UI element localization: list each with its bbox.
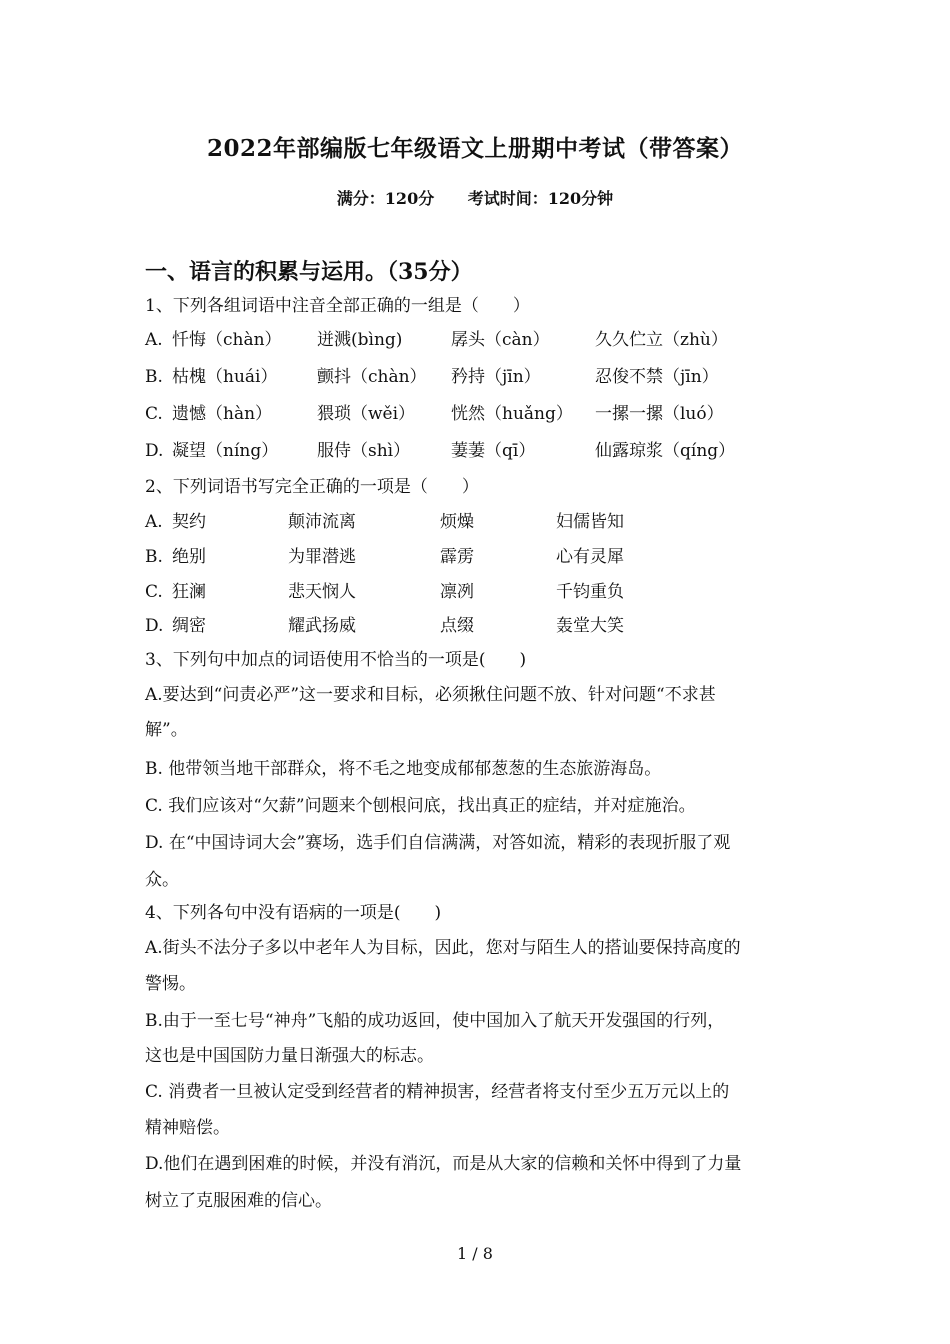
- option-term: 点缀: [440, 616, 474, 636]
- full-score: 满分：120分: [336, 189, 435, 208]
- option-term: 绝别: [172, 547, 206, 567]
- option-term: 心有灵犀: [556, 547, 624, 567]
- option-letter: C.: [145, 404, 163, 424]
- option-term: 千钧重负: [556, 582, 624, 602]
- option-term: 服侍（shì）: [317, 441, 411, 461]
- q4-option-b: B.由于一至七号“神舟”飞船的成功返回，使中国加入了航天开发强国的行列，: [145, 1011, 725, 1031]
- page-title: 2022年部编版七年级语文上册期中考试（带答案）: [206, 135, 743, 162]
- option-term: 契约: [172, 512, 206, 532]
- option-term: 猥琐（wěi）: [317, 404, 416, 424]
- option-letter: D.: [145, 616, 164, 636]
- option-term: 轰堂大笑: [556, 616, 624, 636]
- option-term: 久久伫立（zhù）: [595, 330, 728, 350]
- option-term: 霹雳: [440, 547, 474, 567]
- q4-option-a-cont: 警惕。: [145, 974, 196, 994]
- option-term: 恍然（huǎng）: [451, 404, 573, 424]
- q4-option-a: A.街头不法分子多以中老年人为目标，因此，您对与陌生人的搭讪要保持高度的: [145, 938, 741, 958]
- option-term: 绸密: [172, 616, 206, 636]
- q3-option-a-cont: 解”。: [145, 720, 188, 740]
- option-term: 烦燥: [440, 512, 474, 532]
- option-term: 萋萋（qī）: [451, 441, 536, 461]
- q3-option-a: A.要达到“问责必严”这一要求和目标，必须揪住问题不放、针对问题“不求甚: [145, 685, 716, 705]
- option-term: 孱头（càn）: [451, 330, 550, 350]
- option-term: 悲天悯人: [288, 582, 356, 602]
- option-term: 妇儒皆知: [556, 512, 624, 532]
- q2-stem: 2、下列词语书写完全正确的一项是（ ）: [145, 477, 479, 497]
- option-term: 颤抖（chàn）: [317, 367, 427, 387]
- section-heading: 一、语言的积累与运用。（35分）: [145, 259, 473, 285]
- q3-option-d-cont: 众。: [145, 870, 179, 890]
- q4-option-d-cont: 树立了克服困难的信心。: [145, 1191, 332, 1211]
- option-term: 为罪潜逃: [288, 547, 356, 567]
- option-term: 颠沛流离: [288, 512, 356, 532]
- option-term: 迸溅(bìng): [317, 330, 403, 350]
- q4-option-b-cont: 这也是中国国防力量日渐强大的标志。: [145, 1046, 434, 1066]
- q1-stem: 1、下列各组词语中注音全部正确的一组是（ ）: [145, 296, 530, 316]
- option-letter: B.: [145, 367, 163, 387]
- exam-time: 考试时间：120分钟: [467, 189, 614, 208]
- q4-stem: 4、下列各句中没有语病的一项是( ): [145, 903, 442, 923]
- page-number: 1 / 8: [457, 1244, 493, 1263]
- q3-option-b: B. 他带领当地干部群众，将不毛之地变成郁郁葱葱的生态旅游海岛。: [145, 759, 662, 779]
- option-letter: B.: [145, 547, 163, 567]
- q4-option-c: C. 消费者一旦被认定受到经营者的精神损害，经营者将支付至少五万元以上的: [145, 1082, 730, 1102]
- option-letter: A.: [145, 512, 163, 532]
- option-term: 耀武扬威: [288, 616, 356, 636]
- exam-info: [0, 186, 950, 209]
- option-letter: D.: [145, 441, 164, 461]
- option-term: 凛冽: [440, 582, 474, 602]
- option-term: 仙露琼浆（qíng）: [595, 441, 736, 461]
- q4-option-d: D.他们在遇到困难的时候，并没有消沉，而是从大家的信赖和关怀中得到了力量: [145, 1154, 742, 1174]
- option-term: 一摞一摞（luó）: [595, 404, 724, 424]
- option-letter: A.: [145, 330, 163, 350]
- q3-option-c: C. 我们应该对“欠薪”问题来个刨根问底，找出真正的症结，并对症施治。: [145, 796, 696, 816]
- option-term: 枯槐（huái）: [172, 367, 278, 387]
- q4-option-c-cont: 精神赔偿。: [145, 1118, 230, 1138]
- option-term: 忍俊不禁（jīn）: [595, 367, 719, 387]
- q3-option-d: D. 在“中国诗词大会”赛场，选手们自信满满，对答如流，精彩的表现折服了观: [145, 833, 731, 853]
- option-term: 凝望（níng）: [172, 441, 279, 461]
- option-letter: C.: [145, 582, 163, 602]
- option-term: 矜持（jīn）: [451, 367, 541, 387]
- q3-stem: 3、下列句中加点的词语使用不恰当的一项是( ): [145, 650, 527, 670]
- option-term: 遗憾（hàn）: [172, 404, 273, 424]
- option-term: 狂澜: [172, 582, 206, 602]
- option-term: 忏悔（chàn）: [172, 330, 282, 350]
